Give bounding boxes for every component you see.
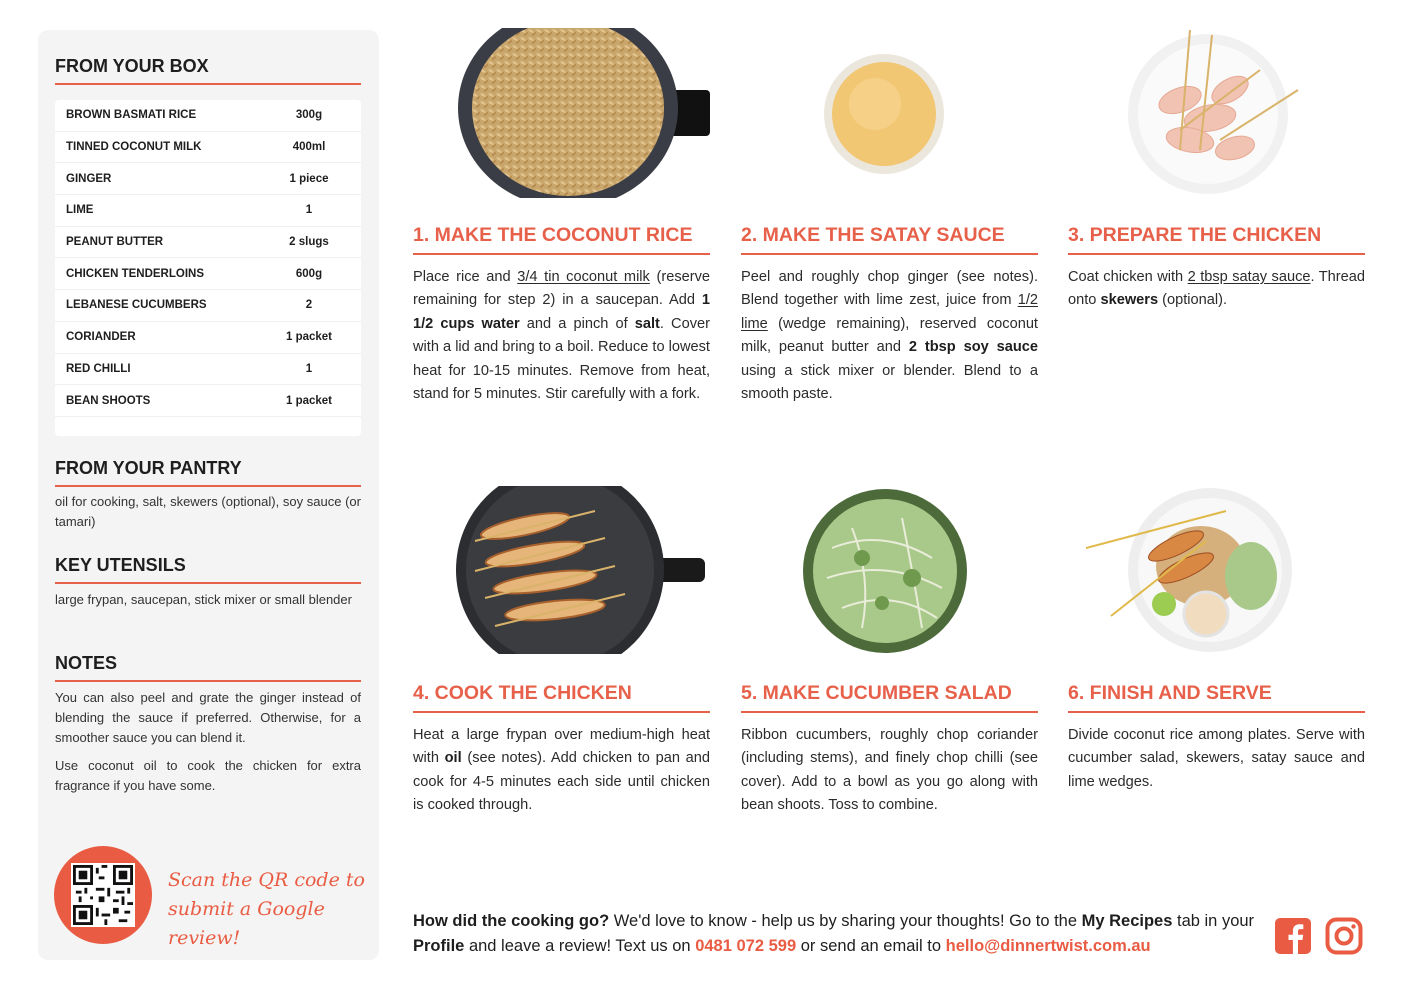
text-run: (reserve remaining for step 2) in a saucepan. Add <box>413 269 711 309</box>
frypan-chicken-image <box>455 486 705 656</box>
box-item-qty: 600g <box>295 267 323 280</box>
sidebar <box>38 30 379 960</box>
qr-code[interactable] <box>71 863 135 927</box>
box-item-name: CORIANDER <box>66 331 136 344</box>
facebook-icon[interactable] <box>1274 917 1312 955</box>
text-run: oil <box>444 750 462 767</box>
text-run: 3/4 tin coconut milk <box>517 269 650 285</box>
pantry-text: oil for cooking, salt, skewers (optional), soy sauce (or tamari) <box>55 494 361 529</box>
box-item-qty: 2 <box>305 299 313 312</box>
qr-scan-line-1: Scan the QR code to <box>168 869 365 891</box>
text-run: Ribbon cucumbers, roughly chop coriander (including stems), and finely chop chilli (see cover). Add to a bowl as you go along with bean shoots. Toss to combine. <box>741 727 1038 814</box>
box-item-qty: 1 <box>305 204 313 217</box>
box-item-name: CHICKEN TENDERLOINS <box>66 267 205 280</box>
coconut-rice-image <box>440 28 710 200</box>
review-footer-text <box>413 909 1263 959</box>
step-2-title: 2. MAKE THE SATAY SAUCE <box>741 224 1038 255</box>
box-item-name: BROWN BASMATI RICE <box>66 109 197 122</box>
step-4-title: 4. COOK THE CHICKEN <box>413 682 710 713</box>
box-item-qty: 2 slugs <box>289 236 329 249</box>
text-run: salt <box>634 315 660 332</box>
text-run: 2 tbsp soy sauce <box>908 339 1038 356</box>
notes-text-2: Use coconut oil to cook the chicken for extra fragrance if you have some. <box>55 758 361 793</box>
step-3-title: 3. PREPARE THE CHICKEN <box>1068 224 1365 255</box>
box-item-row <box>55 100 361 132</box>
box-item-qty: 1 piece <box>289 172 329 185</box>
text-run: (see notes). Add chicken to pan and cook for 4-5 minutes each side until chicken is cooked through. <box>413 750 710 814</box>
satay-sauce-image <box>820 52 948 180</box>
contact-link[interactable]: 0481 072 599 <box>695 937 797 955</box>
text-run: Divide coconut rice among plates. Serve with cucumber salad, skewers, satay sauce and lime wedges. <box>1068 727 1365 790</box>
box-item-row <box>55 290 361 322</box>
utensils-text: large frypan, saucepan, stick mixer or small blender <box>55 592 352 607</box>
box-item-qty: 300g <box>295 109 323 122</box>
text-run: 1 1/2 cups water <box>413 292 710 332</box>
text-run: or send an email to <box>796 937 946 955</box>
box-item-qty: 1 packet <box>285 394 333 407</box>
box-item-qty: 1 <box>305 362 313 375</box>
box-item-row <box>55 385 361 417</box>
step-6-body <box>1068 724 1365 794</box>
step-4-body <box>413 724 710 818</box>
text-run: My Recipes <box>1081 912 1173 930</box>
box-item-name: RED CHILLI <box>66 362 131 375</box>
text-run: Place rice and <box>413 269 518 285</box>
text-run: Profile <box>413 937 465 955</box>
contact-link[interactable]: hello@dinnertwist.com.au <box>945 937 1151 955</box>
instagram-icon[interactable] <box>1325 917 1363 955</box>
qr-scan-text <box>168 866 368 953</box>
step-3-body <box>1068 266 1365 313</box>
box-item-row <box>55 195 361 227</box>
box-ingredients-table <box>55 100 361 436</box>
text-run: 2 tbsp satay sauce <box>1187 269 1311 285</box>
text-run: and leave a review! Text us on <box>464 937 696 955</box>
text-run: and a pinch of <box>519 315 635 332</box>
box-item-row <box>55 322 361 354</box>
box-item-name: LIME <box>66 204 94 217</box>
text-run: using a stick mixer or blender. Blend to a smooth paste. <box>741 362 1038 403</box>
step-2-body <box>741 266 1038 406</box>
text-run: tab in your <box>1172 912 1255 930</box>
box-item-row <box>55 132 361 164</box>
cucumber-salad-image <box>802 488 968 654</box>
from-your-pantry-title: FROM YOUR PANTRY <box>55 458 361 487</box>
step-6-title: 6. FINISH AND SERVE <box>1068 682 1365 713</box>
key-utensils-title: KEY UTENSILS <box>55 555 361 584</box>
text-run: skewers <box>1100 292 1159 309</box>
box-item-name: TINNED COCONUT MILK <box>66 141 202 154</box>
box-item-name: BEAN SHOOTS <box>66 394 151 407</box>
step-1-body <box>413 266 710 406</box>
raw-chicken-skewers-image <box>1120 30 1300 200</box>
step-5-body <box>741 724 1038 818</box>
box-item-name: PEANUT BUTTER <box>66 236 164 249</box>
text-run: Peel and roughly chop ginger (see notes). Blend together with lime zest, juice from <box>741 269 1038 309</box>
text-run: . Cover with a lid and bring to a boil. Reduce to lowest heat for 10-15 minutes. Remove from heat, stand for 5 minutes. Stir carefully with a fork. <box>413 315 710 403</box>
text-run: How did the cooking go? <box>413 912 610 930</box>
text-run: (optional). <box>1158 292 1228 309</box>
qr-code-icon <box>73 865 133 925</box>
text-run: Coat chicken with <box>1068 269 1188 285</box>
box-item-qty: 1 packet <box>285 331 333 344</box>
text-run: Heat a large frypan over medium-high heat with <box>413 727 710 767</box>
step-1-title: 1. MAKE THE COCONUT RICE <box>413 224 710 255</box>
step-5-title: 5. MAKE CUCUMBER SALAD <box>741 682 1038 713</box>
box-item-qty: 400ml <box>292 141 326 154</box>
box-item-name: GINGER <box>66 172 112 185</box>
text-run: 1/2 lime <box>741 292 1038 332</box>
finished-plate-image <box>1086 486 1296 656</box>
notes-title: NOTES <box>55 653 361 682</box>
box-item-row <box>55 163 361 195</box>
qr-scan-line-2: submit a Google review! <box>168 898 325 949</box>
box-item-row <box>55 354 361 386</box>
text-run: (wedge remaining), reserved coconut milk, peanut butter and <box>741 315 1038 356</box>
notes-text-1: You can also peel and grate the ginger instead of blending the sauce if preferred. Otherwise, for a smoother sauce you can blend it. <box>55 690 361 745</box>
text-run: . Thread onto <box>1068 269 1365 309</box>
qr-code-badge[interactable] <box>54 846 152 944</box>
box-item-name: LEBANESE CUCUMBERS <box>66 299 207 312</box>
from-your-box-title: FROM YOUR BOX <box>55 56 361 85</box>
box-item-row <box>55 258 361 290</box>
text-run: We'd love to know - help us by sharing your thoughts! Go to the <box>609 912 1082 930</box>
box-item-row <box>55 227 361 259</box>
